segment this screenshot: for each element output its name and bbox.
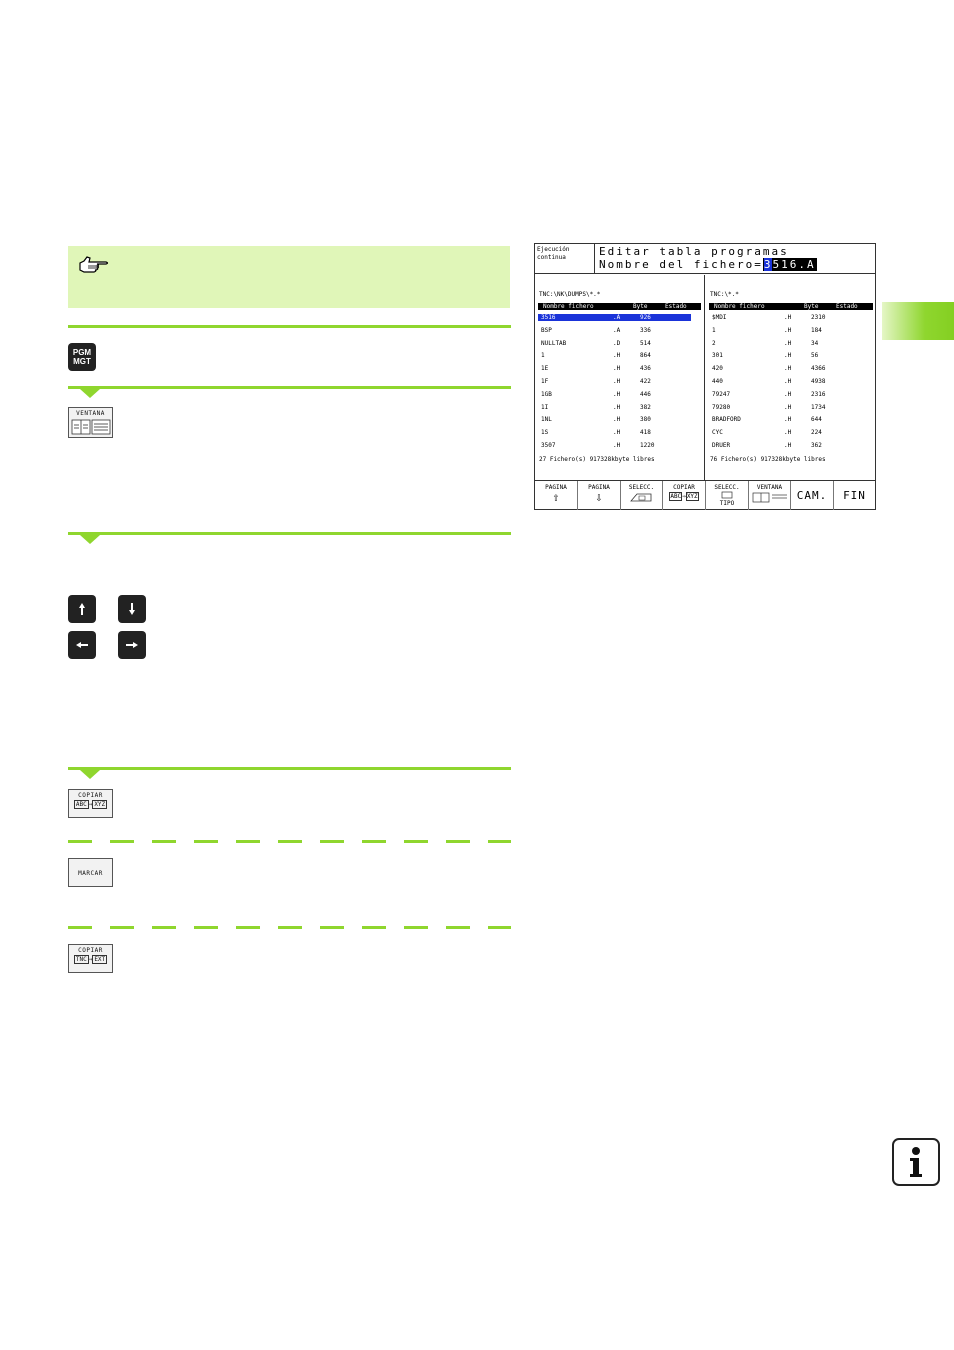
file-name: 1S xyxy=(541,429,549,437)
info-icon[interactable] xyxy=(892,1138,940,1186)
file-size: 336 xyxy=(640,326,651,334)
copy-to-label: XYZ xyxy=(686,493,698,500)
page-up-arrow-icon: ⇧ xyxy=(552,490,560,504)
col-byte: Byte xyxy=(804,303,819,310)
file-size: 926 xyxy=(640,314,651,321)
screen-title: Editar tabla programas xyxy=(599,245,789,258)
file-row[interactable] xyxy=(709,416,873,423)
softkey-label: SELECC. xyxy=(714,484,740,491)
chapter-tab xyxy=(882,302,954,340)
softkey-page-up[interactable] xyxy=(535,481,578,510)
file-size: 418 xyxy=(640,429,651,437)
file-name: 1GB xyxy=(541,390,552,398)
file-ext: .H xyxy=(613,352,621,360)
copy-abc-xyz-icon: ABC⇒XYZ xyxy=(670,493,698,500)
file-name: 1I xyxy=(541,403,549,411)
file-ext: .H xyxy=(613,390,621,398)
file-row[interactable] xyxy=(538,442,701,449)
copiar-abc-xyz-softkey[interactable] xyxy=(68,789,113,818)
file-ext: .H xyxy=(784,416,792,424)
file-size: 436 xyxy=(640,365,651,373)
file-row[interactable] xyxy=(538,352,701,359)
softkey-label: COPIAR xyxy=(673,484,695,491)
file-name: BRADFORD xyxy=(712,416,741,424)
file-name: CYC xyxy=(712,429,723,437)
softkey-window[interactable] xyxy=(749,481,791,510)
softkey-select[interactable] xyxy=(621,481,663,510)
col-name: Nombre fichero xyxy=(714,303,765,310)
step-arrow-icon xyxy=(80,389,100,398)
copiar-label: COPIAR xyxy=(78,792,103,799)
file-row[interactable] xyxy=(709,442,873,449)
arrow-up-key[interactable] xyxy=(68,595,96,623)
file-size: 2316 xyxy=(811,390,826,398)
file-name: 79280 xyxy=(712,403,731,411)
file-size: 422 xyxy=(640,378,651,385)
file-row[interactable] xyxy=(709,340,873,347)
step-arrow-icon xyxy=(80,535,100,544)
arrow-down-key[interactable] xyxy=(118,595,146,623)
file-ext: .H xyxy=(613,442,621,449)
softkey-label: SELECC. xyxy=(628,484,655,491)
file-ext: .H xyxy=(613,416,621,424)
copy-tnc-ext-icon: TNC ⇒ EXT xyxy=(75,956,106,963)
page-down-arrow-icon: ⇩ xyxy=(595,490,603,504)
file-name: 1 xyxy=(541,352,545,360)
col-status: Estado xyxy=(665,303,687,310)
softkey-label: PAGINA xyxy=(588,484,610,491)
select-hand-icon xyxy=(627,491,657,503)
file-row[interactable] xyxy=(709,327,873,334)
right-file-pane xyxy=(706,275,876,480)
file-row[interactable] xyxy=(538,391,701,398)
select-type-icon xyxy=(719,491,735,499)
file-size: 184 xyxy=(811,326,822,334)
arrow-left-icon xyxy=(68,631,96,659)
file-ext: .H xyxy=(784,365,792,373)
file-name: 1E xyxy=(541,365,549,373)
file-size: 1734 xyxy=(811,403,826,411)
file-ext: .H xyxy=(613,365,621,373)
file-ext: .H xyxy=(613,378,621,385)
file-size: 4938 xyxy=(811,378,826,385)
ventana-softkey[interactable] xyxy=(68,407,113,438)
file-ext: .H xyxy=(784,390,792,398)
file-row[interactable] xyxy=(538,340,701,347)
marcar-softkey[interactable] xyxy=(68,858,113,887)
arrow-right-key[interactable] xyxy=(118,631,146,659)
copiar-tnc-ext-softkey[interactable] xyxy=(68,944,113,973)
filename-value: 516.A xyxy=(772,258,816,271)
mode-line-1: Ejecución xyxy=(537,246,570,253)
softkey-label: TIPO xyxy=(719,500,735,507)
softkey-label: VENTANA xyxy=(756,484,783,491)
file-ext: .A xyxy=(613,326,621,334)
file-size: 864 xyxy=(640,352,651,360)
right-column-header xyxy=(709,303,873,310)
file-row[interactable] xyxy=(538,378,701,385)
file-row[interactable] xyxy=(709,378,873,385)
softkey-copy[interactable] xyxy=(663,481,706,510)
softkey-select-type[interactable] xyxy=(706,481,749,510)
copy-from-label: ABC xyxy=(75,801,87,808)
separator xyxy=(68,532,511,535)
separator xyxy=(68,325,511,328)
file-size: 2310 xyxy=(811,314,826,321)
dashed-separator xyxy=(68,840,511,843)
separator xyxy=(68,767,511,770)
window-split-icon xyxy=(69,417,113,437)
file-ext: .D xyxy=(613,339,621,347)
softkey-cam[interactable]: CAM. xyxy=(791,481,834,510)
left-path: TNC:\NK\DUMPS\*.* xyxy=(539,291,601,298)
file-ext: .H xyxy=(784,339,792,347)
file-ext: .H xyxy=(784,352,792,360)
softkey-label: PAGINA xyxy=(545,484,567,491)
file-row[interactable] xyxy=(709,365,873,372)
note-box xyxy=(68,246,510,308)
file-size: 380 xyxy=(640,416,651,424)
pgm-key-label: PGM xyxy=(72,348,92,357)
copiar-label: COPIAR xyxy=(78,947,103,954)
file-name: 1NL xyxy=(541,416,552,424)
file-name: NULLTAB xyxy=(541,339,567,347)
file-row[interactable] xyxy=(709,314,873,321)
file-name: 3507 xyxy=(541,442,556,449)
file-ext: .A xyxy=(613,314,621,321)
left-footer: 27 Fichero(s) 917328kbyte libres xyxy=(539,456,655,463)
file-ext: .H xyxy=(613,403,621,411)
mode-line-2: continua xyxy=(537,254,566,261)
file-row[interactable] xyxy=(538,429,701,436)
copy-from-label: TNC xyxy=(75,956,87,963)
file-row[interactable] xyxy=(538,314,691,321)
file-row[interactable] xyxy=(538,327,701,334)
col-byte: Byte xyxy=(633,303,648,310)
file-row[interactable] xyxy=(709,404,873,411)
file-name: 440 xyxy=(712,378,723,385)
file-row[interactable] xyxy=(709,352,873,359)
col-name: Nombre fichero xyxy=(543,303,594,310)
copy-to-label: XYZ xyxy=(94,801,106,808)
file-row[interactable] xyxy=(538,404,701,411)
arrow-left-key[interactable] xyxy=(68,631,96,659)
file-row[interactable] xyxy=(709,391,873,398)
ventana-label: VENTANA xyxy=(76,410,105,417)
arrow-up-icon xyxy=(68,595,96,623)
file-row[interactable] xyxy=(709,429,873,436)
copy-from-label: ABC xyxy=(670,493,682,500)
softkey-fin[interactable]: FIN xyxy=(843,489,866,502)
file-size: 224 xyxy=(811,429,822,437)
window-split-icon xyxy=(751,491,789,503)
mgt-key-label: MGT xyxy=(73,357,91,366)
file-size: 644 xyxy=(811,416,822,424)
file-size: 446 xyxy=(640,390,651,398)
file-size: 56 xyxy=(811,352,819,360)
operating-mode xyxy=(535,244,595,274)
file-name: 1F xyxy=(541,378,549,385)
tnc-screen xyxy=(534,243,876,510)
file-name: 79247 xyxy=(712,390,731,398)
left-column-header xyxy=(538,303,701,310)
separator xyxy=(68,386,511,389)
file-ext: .H xyxy=(784,378,792,385)
dashed-separator xyxy=(68,926,511,929)
copy-abc-xyz-icon: ABC ⇒ XYZ xyxy=(75,801,106,808)
right-path: TNC:\*.* xyxy=(710,291,739,298)
text-cursor: 3 xyxy=(763,258,773,271)
step-arrow-icon xyxy=(80,770,100,779)
screen-header xyxy=(595,244,875,274)
file-name: DRUER xyxy=(712,442,731,449)
file-name: $MDI xyxy=(712,314,727,321)
right-footer: 76 Fichero(s) 917328kbyte libres xyxy=(710,456,826,463)
file-name: 420 xyxy=(712,365,723,373)
file-name: 301 xyxy=(712,352,723,360)
col-status: Estado xyxy=(836,303,858,310)
filename-input[interactable] xyxy=(763,258,817,271)
file-size: 34 xyxy=(811,339,819,347)
file-row[interactable] xyxy=(538,365,701,372)
file-size: 514 xyxy=(640,339,651,347)
filename-label: Nombre del fichero= xyxy=(599,258,763,271)
file-ext: .H xyxy=(784,314,792,321)
file-ext: .H xyxy=(613,429,621,437)
file-size: 4366 xyxy=(811,365,826,373)
arrow-right-icon xyxy=(118,631,146,659)
file-name: 3516 xyxy=(541,314,556,321)
file-row[interactable] xyxy=(538,416,701,423)
file-name: 1 xyxy=(712,326,716,334)
file-size: 1220 xyxy=(640,442,655,449)
file-size: 382 xyxy=(640,403,651,411)
file-name: 2 xyxy=(712,339,716,347)
filename-line xyxy=(599,258,875,271)
softkey-page-down[interactable] xyxy=(578,481,621,510)
file-ext: .H xyxy=(784,326,792,334)
arrow-down-icon xyxy=(118,595,146,623)
file-ext: .H xyxy=(784,429,792,437)
pgm-mgt-key[interactable] xyxy=(68,343,96,371)
marcar-label: MARCAR xyxy=(78,870,103,877)
file-name: BSP xyxy=(541,326,552,334)
file-size: 362 xyxy=(811,442,822,449)
pointing-hand-icon xyxy=(78,255,110,277)
softkey-bar xyxy=(535,480,875,510)
file-ext: .H xyxy=(784,403,792,411)
file-ext: .H xyxy=(784,442,792,449)
copy-to-label: EXT xyxy=(94,956,106,963)
left-file-pane xyxy=(535,275,705,480)
